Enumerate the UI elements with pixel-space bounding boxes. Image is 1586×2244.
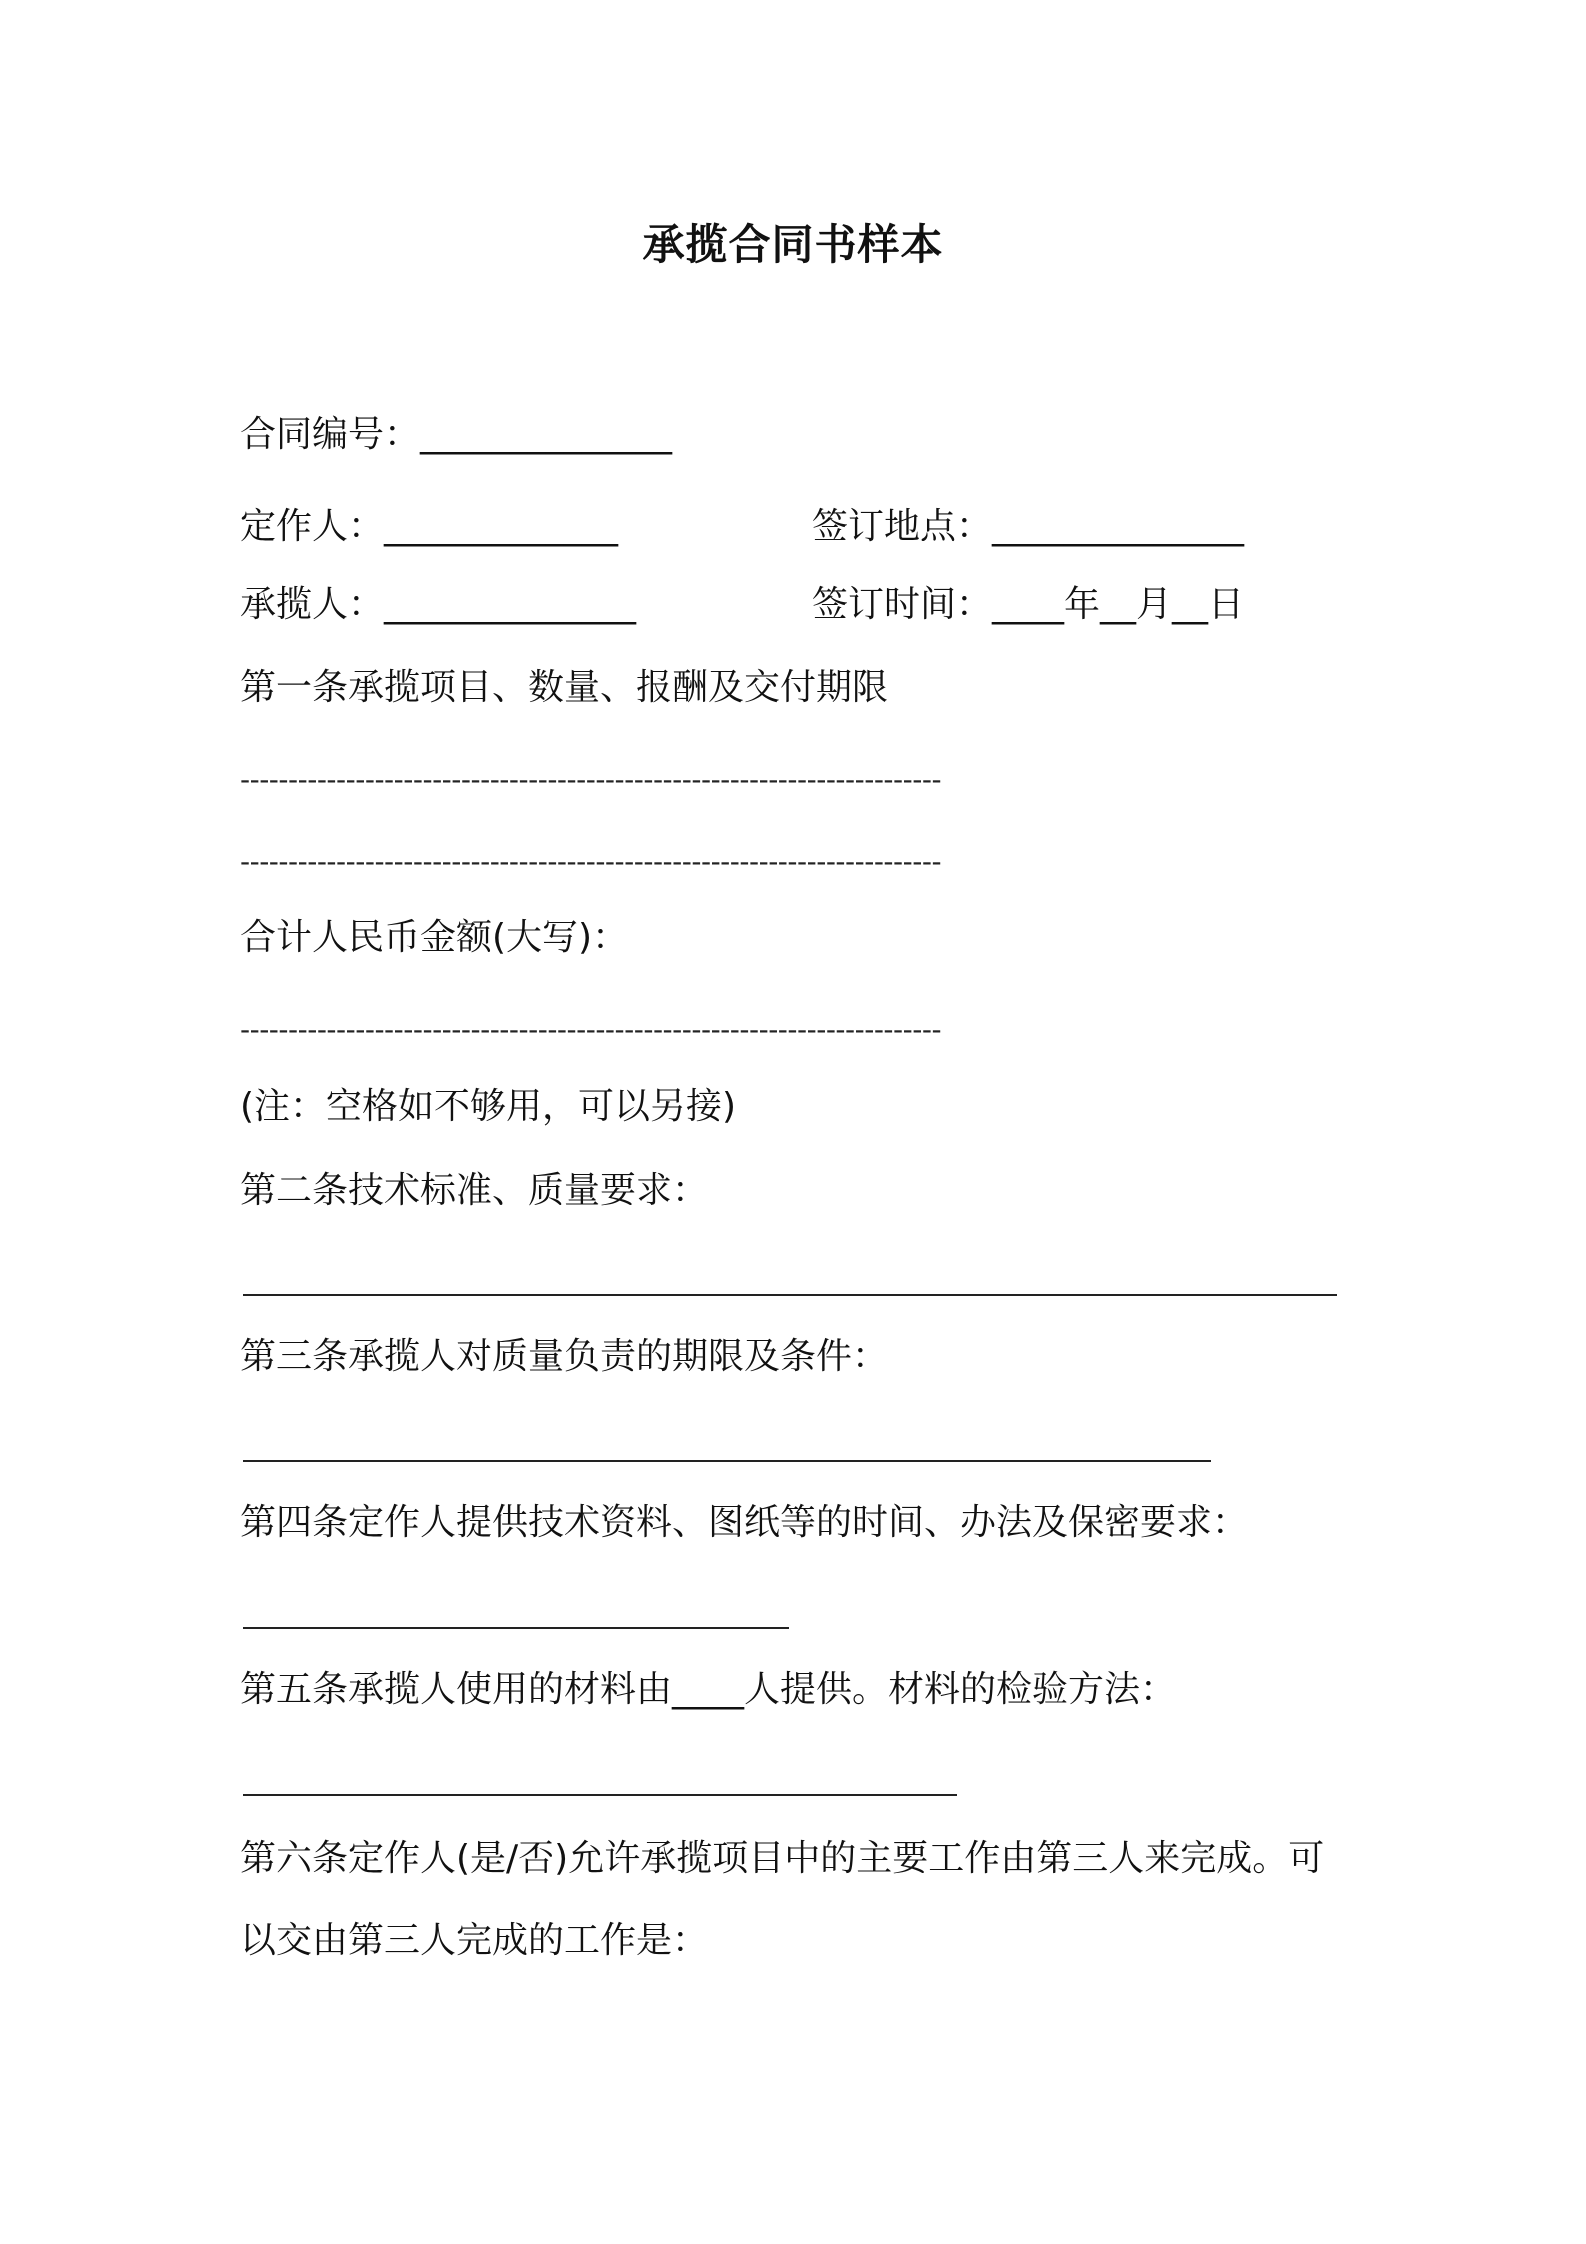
fill-in-underline	[243, 1627, 789, 1629]
fill-in-underline	[243, 1460, 1211, 1462]
total-amount-label: 合计人民币金额(大写)：	[240, 917, 629, 958]
article-6-line-1: 第六条定作人(是/否)允许承揽项目中的主要工作由第三人来完成。可	[240, 1838, 1325, 1879]
article-2-heading: 第二条技术标准、质量要求：	[240, 1170, 709, 1211]
article-4-heading: 第四条定作人提供技术资料、图纸等的时间、办法及保密要求：	[240, 1502, 1249, 1543]
fill-in-dash-line: -------------------------------------------------------------------------	[240, 763, 942, 796]
article-5-heading: 第五条承揽人使用的材料由____人提供。材料的检验方法：	[240, 1669, 1177, 1710]
fill-in-dash-line: -------------------------------------------------------------------------	[240, 845, 942, 878]
fill-in-underline	[243, 1294, 1337, 1296]
fill-in-underline	[243, 1794, 957, 1796]
document-title: 承揽合同书样本	[642, 220, 944, 269]
fill-in-dash-line: -------------------------------------------------------------------------	[240, 1013, 942, 1046]
contractor-field: 承揽人：______________	[240, 584, 637, 625]
article-1-heading: 第一条承揽项目、数量、报酬及交付期限	[240, 667, 889, 708]
article-6-line-2: 以交由第三人完成的工作是：	[240, 1920, 709, 1961]
contract-number-field: 合同编号：______________	[240, 414, 673, 455]
orderer-field: 定作人：_____________	[240, 506, 619, 547]
note-text: (注：空格如不够用，可以另接)	[240, 1086, 737, 1127]
sign-place-field: 签订地点：______________	[812, 506, 1245, 547]
sign-time-field: 签订时间：____年__月__日	[812, 584, 1245, 625]
article-3-heading: 第三条承揽人对质量负责的期限及条件：	[240, 1336, 889, 1377]
